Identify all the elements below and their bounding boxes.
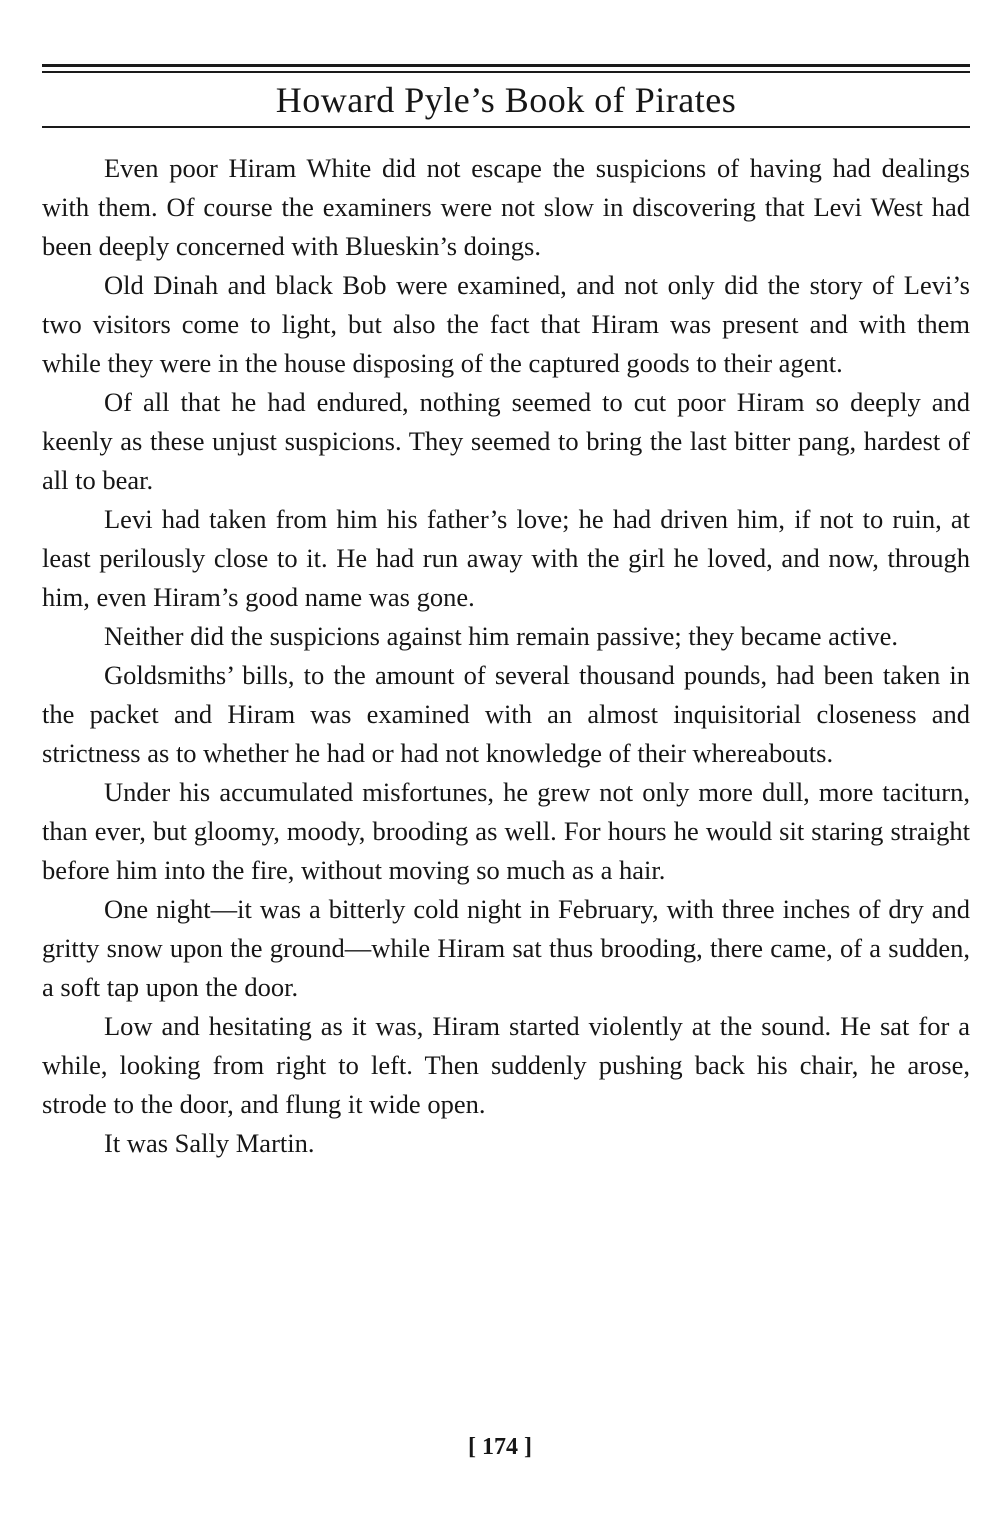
paragraph: Neither did the suspicions against him remain passive; they became active. xyxy=(104,621,899,651)
paragraph: Old Dinah and black Bob were examined, and not only did the story of Levi’s two visitors come to light, but also the fact that Hiram was present and with them while they were in the house disposing of the captured goods to their agent. xyxy=(42,270,970,378)
paragraph: Low and hesitating as it was, Hiram started violently at the sound. He sat for a while, looking from right to left. Then suddenly pushing back his chair, he arose, strode to the door, and flung it wide open. xyxy=(42,1011,970,1119)
running-head: Howard Pyle’s Book of Pirates xyxy=(275,80,737,120)
paragraph: Goldsmiths’ bills, to the amount of several thousand pounds, had been taken in the packet and Hiram was examined with an almost inquisitorial closeness and strictness as to whether he had or had not knowledge of their whereabouts. xyxy=(42,660,970,768)
body-text xyxy=(42,149,970,1163)
header-rule-bottom xyxy=(42,126,970,128)
paragraph: Of all that he had endured, nothing seemed to cut poor Hiram so deeply and keenly as these unjust suspicions. They seemed to bring the last bitter pang, hardest of all to bear. xyxy=(42,387,970,495)
paragraph: It was Sally Martin. xyxy=(104,1128,315,1158)
paragraph: One night—it was a bitterly cold night in February, with three inches of dry and gritty snow upon the ground—while Hiram sat thus brooding, there came, of a sudden, a soft tap upon the door. xyxy=(42,894,970,1002)
paragraph: Levi had taken from him his father’s love; he had driven him, if not to ruin, at least perilously close to it. He had run away with the girl he loved, and now, through him, even Hiram’s good name was gone. xyxy=(42,504,970,612)
page-number: [ 174 ] xyxy=(468,1434,532,1460)
header-rule-top xyxy=(42,64,970,67)
paragraph: Even poor Hiram White did not escape the suspicions of having had dealings with them. Of course the examiners were not slow in discovering that Levi West had been deeply concerned with Blueskin’s doings. xyxy=(42,153,970,261)
header-rule-top-inner xyxy=(42,71,970,73)
paragraph: Under his accumulated misfortunes, he grew not only more dull, more taciturn, than ever, but gloomy, moody, brooding as well. For hours he would sit staring straight before him into the fire, without moving so much as a hair. xyxy=(42,777,970,885)
